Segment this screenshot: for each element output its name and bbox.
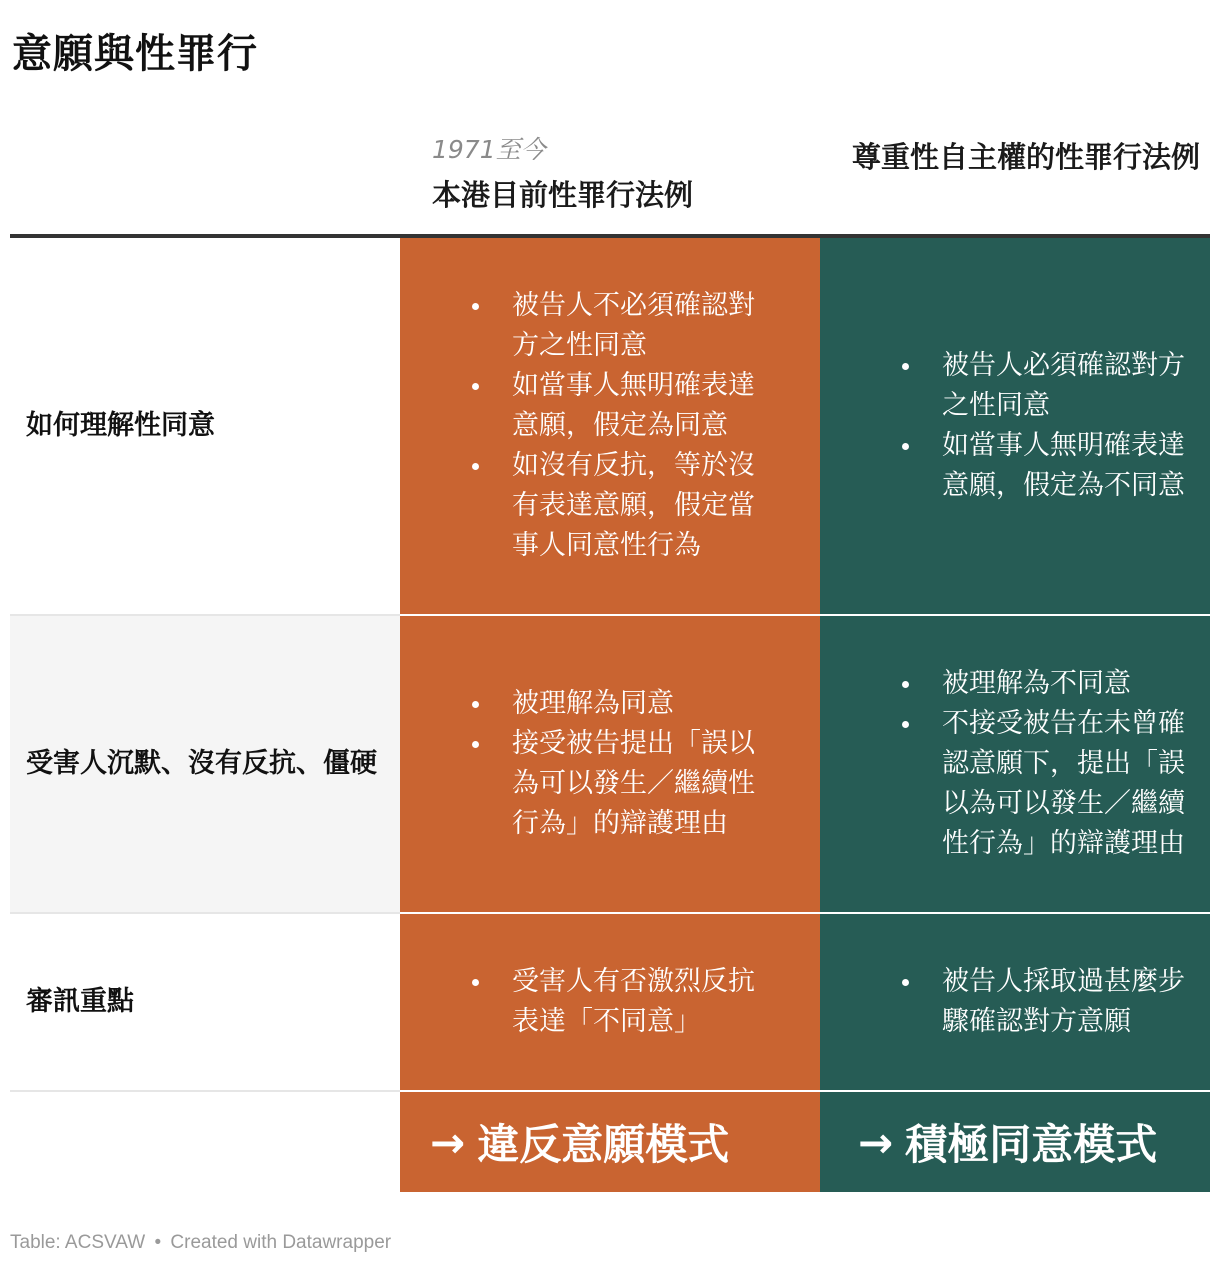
cell-current [400, 238, 820, 614]
cell-proposed [820, 238, 1210, 614]
row-label: 如何理解性同意 [26, 410, 215, 441]
row-label: 審訊重點 [26, 986, 134, 1017]
bullet-list [908, 346, 1194, 506]
table-row [10, 616, 1210, 912]
bullet-list [908, 664, 1194, 864]
cell-current [400, 616, 820, 912]
mode-label-current: 違反意願模式 [477, 1120, 730, 1169]
list-item: 受害人有否激烈反抗表達「不同意」 [478, 962, 780, 1042]
footer [10, 1232, 391, 1254]
arrow-right-icon: → [858, 1117, 894, 1167]
mode-proposed [820, 1092, 1210, 1192]
footer-credit[interactable]: Created with Datawrapper [170, 1232, 392, 1253]
column-subtitle-current: 1971至今 [432, 135, 546, 164]
list-item: 如當事人無明確表達意願，假定為不同意 [908, 426, 1194, 506]
list-item: 被告人必須確認對方之性同意 [908, 346, 1194, 426]
list-item: 被理解為同意 [478, 684, 780, 724]
list-item: 被理解為不同意 [908, 664, 1194, 704]
mode-label-proposed: 積極同意模式 [905, 1120, 1158, 1169]
mode-current [400, 1092, 820, 1192]
list-item: 被告人採取過甚麼步驟確認對方意願 [908, 962, 1194, 1042]
arrow-right-icon: → [430, 1117, 466, 1167]
list-item: 被告人不必須確認對方之性同意 [478, 286, 780, 366]
cell-proposed [820, 914, 1210, 1090]
cell-proposed [820, 616, 1210, 912]
footer-source: Table: ACSVAW [10, 1232, 146, 1253]
list-item: 接受被告提出「誤以為可以發生／繼續性行為」的辯護理由 [478, 724, 780, 844]
bullet-list [478, 684, 780, 844]
column-header-current [432, 132, 812, 216]
bullet-list [478, 962, 780, 1042]
list-item: 如沒有反抗，等於沒有表達意願，假定當事人同意性行為 [478, 446, 780, 566]
mode-row [10, 1092, 1210, 1192]
bullet-list [908, 962, 1194, 1042]
table-row [10, 238, 1210, 614]
column-label-current: 本港目前性罪行法例 [432, 178, 694, 212]
column-header-proposed [852, 136, 1202, 178]
list-item: 不接受被告在未曾確認意願下，提出「誤以為可以發生／繼續性行為」的辯護理由 [908, 704, 1194, 864]
column-label-proposed: 尊重性自主權的性罪行法例 [852, 140, 1201, 174]
list-item: 如當事人無明確表達意願，假定為同意 [478, 366, 780, 446]
page-title: 意願與性罪行 [12, 31, 258, 77]
footer-separator: • [154, 1232, 162, 1253]
table-row [10, 914, 1210, 1090]
row-label: 受害人沉默、沒有反抗、僵硬 [26, 748, 377, 779]
cell-current [400, 914, 820, 1090]
bullet-list [478, 286, 780, 566]
